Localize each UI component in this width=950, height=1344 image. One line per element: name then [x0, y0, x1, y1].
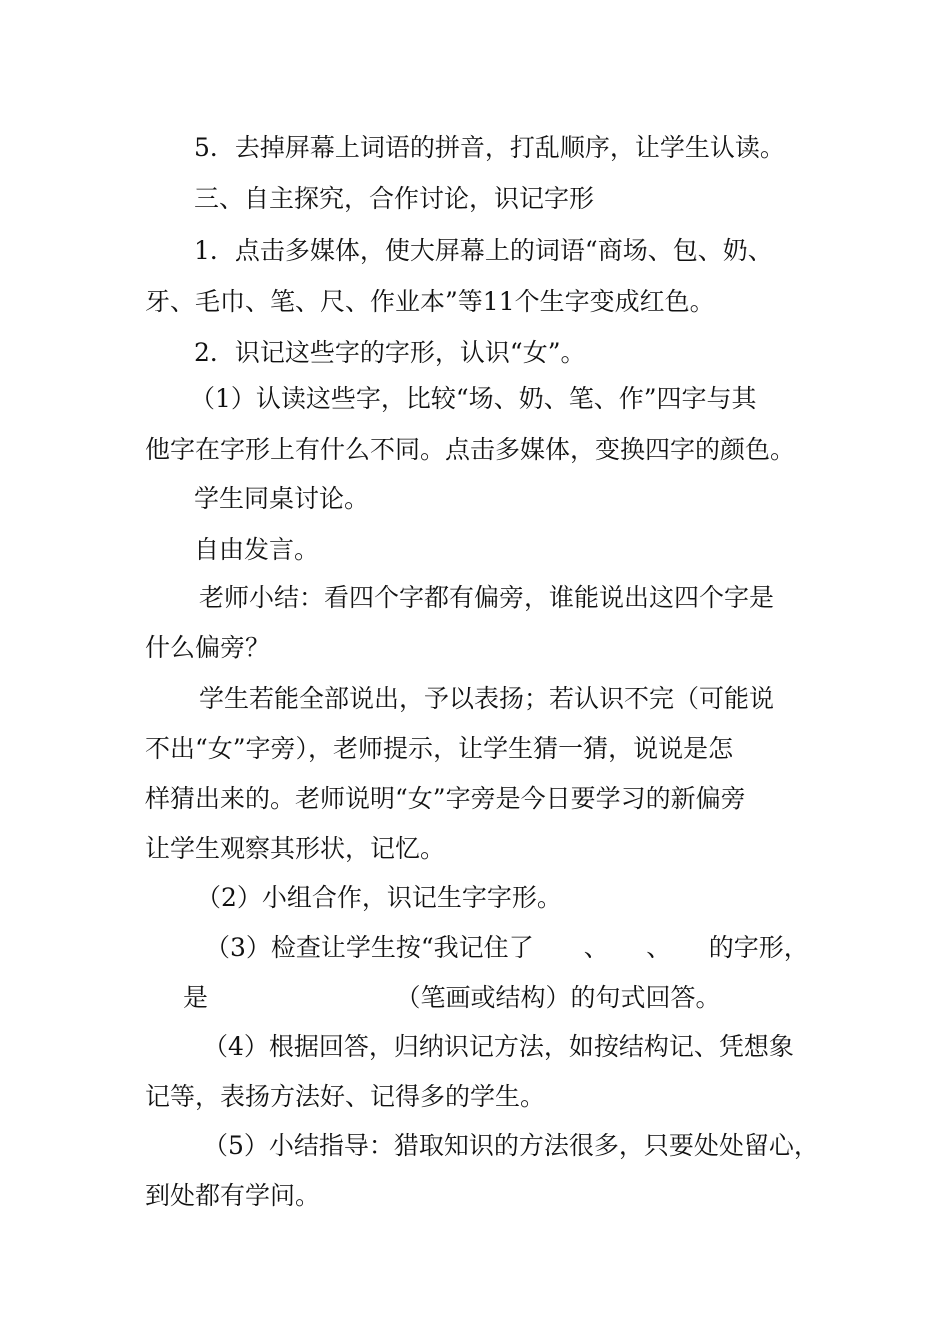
text-line: 1．点击多媒体，使大屏幕上的词语“商场、包、奶、: [194, 236, 773, 265]
text-line: 他字在字形上有什么不同。点击多媒体，变换四字的颜色。: [145, 435, 796, 464]
text-line: 学生同桌讨论。: [194, 484, 370, 513]
text-line: 老师小结：看四个字都有偏旁，谁能说出这四个字是: [199, 583, 775, 612]
text-line: （5）小结指导：猎取知识的方法很多，只要处处留心，: [203, 1131, 819, 1160]
text-line: 5．去掉屏幕上词语的拼音，打乱顺序，让学生认读。: [194, 133, 785, 162]
text-line: （3）检查让学生按“我记住了 、 、 的字形，: [205, 933, 809, 962]
text-line: 学生若能全部说出，予以表扬；若认识不完（可能说: [199, 684, 775, 713]
text-line: 到处都有学问。: [145, 1181, 321, 1210]
text-line: 什么偏旁？: [145, 633, 271, 662]
text-line: 不出“女”字旁），老师提示，让学生猜一猜，说说是怎: [145, 734, 734, 763]
text-line: （2）小组合作，识记生字字形。: [196, 883, 562, 912]
section-heading: 三、自主探究，合作讨论，识记字形: [194, 184, 595, 213]
text-line: 2．识记这些字的字形，认识“女”。: [194, 338, 586, 367]
text-line: （1）认读这些字，比较“场、奶、笔、作”四字与其: [190, 384, 757, 413]
text-line: 是 （笔画或结构）的句式回答。: [183, 983, 721, 1012]
text-line: 自由发言。: [194, 535, 320, 564]
text-line: 让学生观察其形状，记忆。: [145, 834, 446, 863]
text-line: 牙、毛巾、笔、尺、作业本”等11个生字变成红色。: [145, 287, 715, 316]
text-line: 记等，表扬方法好、记得多的学生。: [145, 1082, 546, 1111]
text-line: （4）根据回答，归纳识记方法，如按结构记、凭想象: [203, 1032, 794, 1061]
text-line: 样猜出来的。老师说明“女”字旁是今日要学习的新偏旁: [145, 784, 746, 813]
